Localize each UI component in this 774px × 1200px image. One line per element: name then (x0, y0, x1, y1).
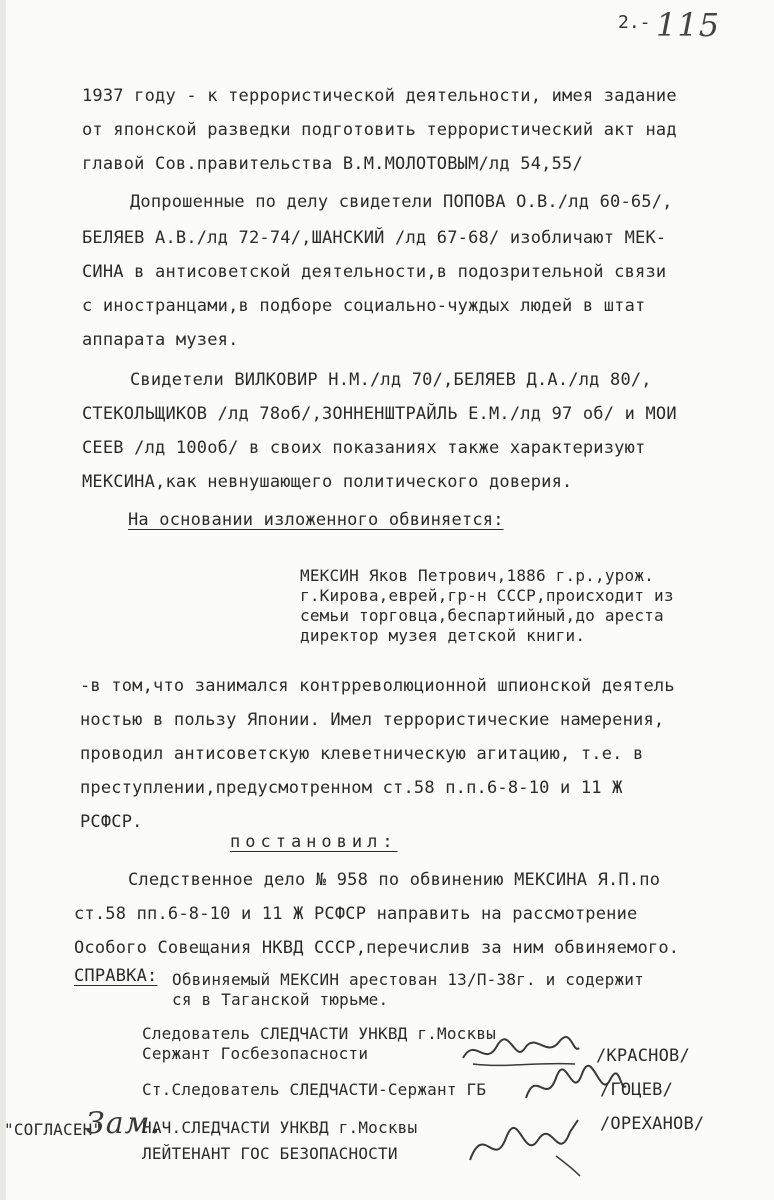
senior-investigator-title: Ст.Следователь СЛЕДЧАСТИ-Сержант ГБ (142, 1080, 487, 1099)
page-number: 2.- (618, 12, 651, 33)
accused-line: семьи торговца,беспартийный,до ареста (300, 606, 664, 625)
text-line: 1937 году - к террористической деятельности, имея задание (82, 86, 677, 106)
text-line: преступлении,предусмотренном ст.58 п.п.6-8-10 и 11 Ж (80, 778, 623, 798)
text-line: главой Сов.правительства В.М.МОЛОТОВЫМ/лд 54,55/ (82, 154, 583, 174)
text-line: Следственное дело № 958 по обвинению МЕКСИНА Я.П.по (128, 870, 661, 890)
accusation-heading: На основании изложенного обвиняется: (128, 510, 504, 530)
text-line: СИНА в антисоветской деятельности,в подозрительной связи (82, 262, 667, 282)
resolution-heading: постановил: (230, 832, 398, 852)
approval-stamp: "СОГЛАСЕН" (4, 1120, 103, 1139)
text-line: от японской разведки подготовить террористический акт над (82, 120, 677, 140)
chief-rank: ЛЕЙТЕНАНТ ГОС БЕЗОПАСНОСТИ (142, 1144, 398, 1163)
text-line: МЕКСИНА,как невнушающего политического доверия. (82, 472, 573, 492)
text-line: Свидетели ВИЛКОВИР Н.М./лд 70/,БЕЛЯЕВ Д.А./лд 80/, (130, 370, 652, 390)
chief-title: НАЧ.СЛЕДЧАСТИ УНКВД г.Москвы (142, 1118, 418, 1137)
text-line: СЕЕВ /лд 100об/ в своих показаниях также характеризуют (82, 438, 646, 458)
reference-line: Обвиняемый МЕКСИН арестован 13/П-38г. и содержит (172, 970, 644, 989)
chief-name: /ОРЕХАНОВ/ (600, 1114, 705, 1134)
reference-line: ся в Таганской тюрьме. (172, 990, 389, 1009)
investigator-title: Следователь СЛЕДЧАСТИ УНКВД г.Москвы (142, 1024, 496, 1043)
signature-orekhanov (460, 1112, 590, 1182)
text-line: СТЕКОЛЬЩИКОВ /лд 78об/,ЗОННЕНШТРАЙЛЬ Е.М./лд 97 об/ и МОИ (82, 404, 677, 424)
text-line: ст.58 пп.6-8-10 и 11 Ж РСФСР направить на рассмотрение (74, 904, 638, 924)
senior-investigator-name: /ГОЦЕВ/ (600, 1080, 674, 1100)
page-edge-shadow (0, 0, 6, 1200)
accused-line: г.Кирова,еврей,гр-н СССР,происходит из (300, 586, 674, 605)
investigator-rank: Сержант Госбезопасности (142, 1044, 369, 1063)
text-line: с иностранцами,в подборе социально-чуждых людей в штат (82, 296, 646, 316)
text-line: -в том,что занимался контрреволюционной шпионской деятель (80, 676, 675, 696)
text-line: Особого Совещания НКВД СССР,перечислив за ним обвиняемого. (74, 938, 680, 958)
approval-handwriting: Зам. (86, 1106, 161, 1141)
text-line: РСФСР. (80, 812, 143, 832)
reference-label: СПРАВКА: (74, 966, 158, 986)
text-line: Допрошенные по делу свидетели ПОПОВА О.В./лд 60-65/, (130, 192, 673, 212)
text-line: ностью в пользу Японии. Имел террористические намерения, (80, 710, 665, 730)
text-line: проводил антисоветскую клеветническую агитацию, т.е. в (80, 744, 644, 764)
accused-line: МЕКСИН Яков Петрович,1886 г.р.,урож. (300, 566, 654, 585)
investigator-name: /КРАСНОВ/ (596, 1046, 690, 1066)
text-line: БЕЛЯЕВ А.В./лд 72-74/,ШАНСКИЙ /лд 67-68/ изобличают МЕК- (82, 228, 667, 248)
text-line: аппарата музея. (82, 330, 239, 350)
archive-sheet-number: 115 (656, 6, 721, 44)
accused-line: директор музея детской книги. (300, 626, 586, 645)
